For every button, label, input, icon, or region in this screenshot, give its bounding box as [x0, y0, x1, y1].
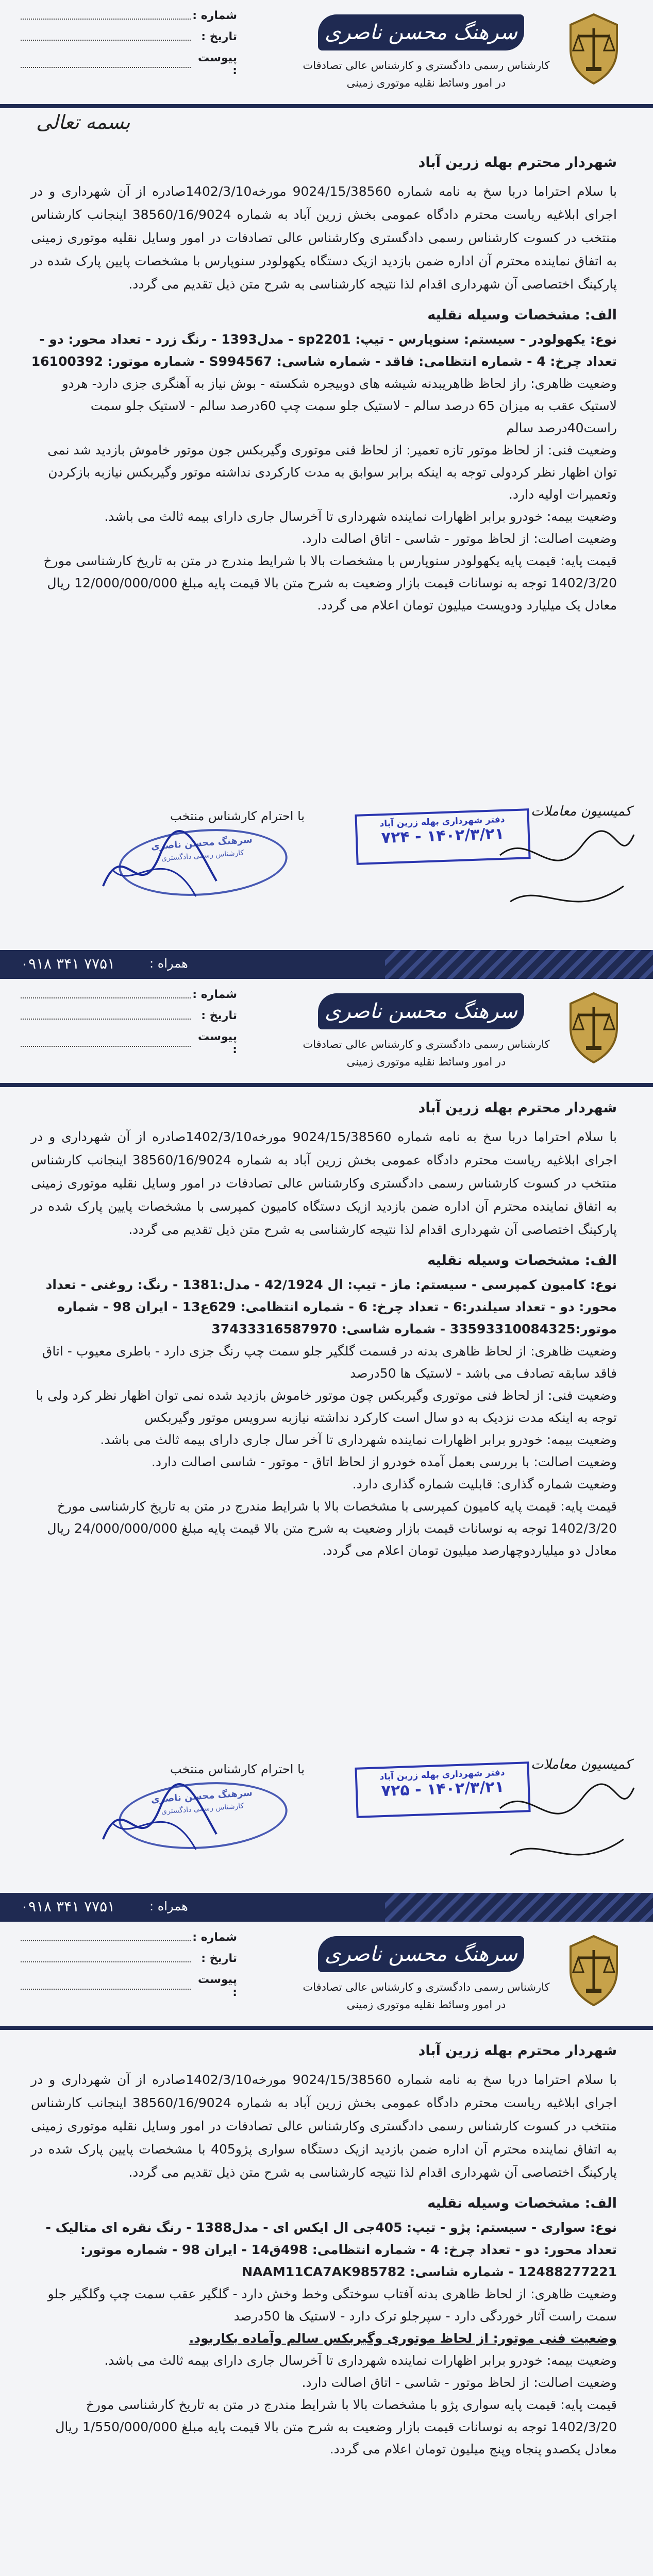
scales-of-justice-logo-icon: [555, 1932, 632, 2009]
brand-block: [272, 984, 632, 1082]
section-title: الف: مشخصات وسیله نقلیه: [427, 1252, 617, 1268]
brand-block: [272, 5, 632, 103]
brand-name: سرهنگ محسن ناصری: [318, 14, 524, 50]
letter-body: [31, 2043, 617, 2460]
insurance-condition: وضعیت بیمه: خودرو برابر اظهارات نماینده شهرداری تا آخرسال جاری دارای بیمه ثالث می باشد.: [104, 2353, 617, 2368]
letter-page-2: [0, 979, 653, 1922]
number-label: شماره :: [192, 988, 237, 1001]
brand-subtitle: کارشناس رسمی دادگستری و کارشناس عالی تصادفات در امور وسائط نقلیه موتوری زمینی: [303, 1981, 550, 2011]
valuation: قیمت پایه: قیمت پایه کامیون کمپرسی با مشخصات بالا با شرایط مندرج در متن به تاریخ کارشناسی مورخ 1402/3/20 توجه به نوسانات قیمت بازار وضعیت به شرح متن بالا قیمت پایه مبلغ 24/000/000/000 ریال معادل دو میلیاردوچهارصد میلیون تومان اعلام می گردد.: [47, 1499, 617, 1558]
number-label: شماره :: [192, 9, 237, 22]
valuation: قیمت پایه: قیمت پایه سواری پژو با مشخصات بالا با شرایط مندرج در متن به تاریخ کارشناسی مورخ 1402/3/20 توجه به نوسانات قیمت بازار وضعیت به شرح متن بالا قیمت پایه مبلغ 1/550/000/000 ریال معادل یکصدو پنجاه وپنج میلیون تومان اعلام می گردد.: [55, 2397, 617, 2456]
brand-name: سرهنگ محسن ناصری: [318, 993, 524, 1029]
letter-page-1: [0, 0, 653, 979]
attachment-label: پیوست :: [198, 1973, 237, 1999]
addressee: شهردار محترم بهله زرین آباد: [418, 1100, 617, 1116]
authenticity-condition: وضعیت اصالت: با بررسی بعمل آمده خودرو از لحاظ اتاق - موتور - شاسی اصالت دارد.: [151, 1454, 617, 1469]
section-title: الف: مشخصات وسیله نقلیه: [427, 307, 617, 323]
vehicle-specs: نوع: یکهولودر - سیستم: سنوپارس - تیپ: sp2201 - مدل1393 - رنگ زرد - تعداد محور: دو - تعداد چرخ: 4 - شماره انتظامی: فاقد - شماره شاسی: S994567 - شماره موتور: 16100392: [31, 332, 617, 369]
authenticity-condition: وضعیت اصالت: از لحاظ موتور - شاسی - اتاق اصالت دارد.: [302, 2375, 617, 2390]
technical-condition: وضعیت فنی: از لحاظ فنی موتوری وگیربکس چون موتور خاموش بازدید شده نمی توان اظهار نظر کرد ولی با توجه به اینکه مدت نزدیک به دو سال است کارکرد نداشته نیازبه سرویس موتور وگیربکس: [36, 1388, 617, 1425]
letterhead: [0, 0, 653, 108]
visual-condition: وضعیت ظاهری: از لحاظ ظاهری بدنه در قسمت گلگیر جلو سمت چپ رنگ جزی دارد - باطری معیوب - اتاق فاقد سابقه تصادف می باشد - لاستیک ها 50درصد: [42, 1344, 617, 1381]
regards-line: با احترام کارشناس منتخب: [170, 1762, 305, 1776]
municipality-receipt-stamp: دفتر شهرداری بهله زرین آباد ۱۴۰۲/۳/۲۱ - ۷۲۵: [355, 1761, 530, 1818]
letter-footer: [0, 1893, 653, 1922]
reference-fields: [21, 1931, 237, 2007]
letter-body: [31, 155, 617, 616]
footer-phone-label: همراه :: [149, 1899, 188, 1913]
expert-stamp: سرهنگ محسن ناصری کارشناس رسمی دادگستری: [116, 824, 290, 902]
bismillah-heading: بسمه تعالی: [36, 111, 130, 133]
letterhead: [0, 1922, 653, 2030]
insurance-condition: وضعیت بیمه: خودرو برابر اظهارات نماینده شهرداری تا آخرسال جاری دارای بیمه ثالث می باشد.: [104, 509, 617, 524]
technical-condition: وضعیت فنی موتور: از لحاظ موتوری وگیربکس سالم وآماده بکاربود.: [189, 2331, 617, 2346]
municipality-receipt-stamp: دفتر شهرداری بهله زرین آباد ۱۴۰۲/۳/۲۱ - ۷۲۴: [355, 808, 530, 865]
brand-subtitle: کارشناس رسمی دادگستری و کارشناس عالی تصادفات در امور وسائط نقلیه موتوری زمینی: [303, 1038, 550, 1068]
brand-block: [272, 1927, 632, 2025]
attachment-label: پیوست :: [198, 52, 237, 77]
visual-condition: وضعیت ظاهری: از لحاظ ظاهری بدنه آفتاب سوختگی وخط وخش دارد - گلگیر عقب سمت چپ وگلگیر جلو سمت راست آثار خوردگی دارد - سپرجلو ترک دارد - لاستیک ها 50درصد: [47, 2286, 617, 2324]
handwritten-note: کمیسیون معاملات: [531, 804, 632, 819]
addressee: شهردار محترم بهله زرین آباد: [418, 155, 617, 171]
brand-subtitle: کارشناس رسمی دادگستری و کارشناس عالی تصادفات در امور وسائط نقلیه موتوری زمینی: [303, 59, 550, 89]
visual-condition: وضعیت ظاهری: راز لحاظ ظاهریبدنه شیشه های دوبیجره شکسته - بوش نیاز به آهنگری جزی دارد- هردو لاستیک عقب به میزان 65 درصد سالم - لاستیک جلو سمت چپ 60درصد سالم - لاستیک جلو سمت راست40درصد سالم: [62, 376, 617, 435]
technical-condition: وضعیت فنی: از لحاظ موتور تازه تعمیر: از لحاظ فنی موتوری وگیربکس جون موتور خاموش بازدید شد نمی توان اظهار نظر کردولی توجه به اینکه برابر سوابق به مدت کارکردی نداشته موتور وگیربکس نیازبه بازکردن وتعمیرات اولیه دارد.: [47, 443, 617, 502]
date-label: تاریخ :: [201, 1952, 237, 1965]
letter-body: [31, 1100, 617, 1562]
valuation: قیمت پایه: قیمت پایه یکهولودر سنوپارس با مشخصات بالا با شرایط مندرج در متن به تاریخ کارشناسی مورخ 1402/3/20 توجه به نوسانات قیمت بازار وضعیت به شرح متن بالا قیمت پایه مبلغ 12/000/000/000 ریال معادل یک میلیارد ودویست میلیون تومان اعلام می گردد.: [43, 553, 617, 613]
footer-phone: ۰۹۱۸ ۳۴۱ ۷۷۵۱: [21, 955, 115, 972]
handwritten-note: کمیسیون معاملات: [531, 1757, 632, 1772]
brand-name: سرهنگ محسن ناصری: [318, 1936, 524, 1972]
intro-paragraph: با سلام احتراما دربا سخ به نامه شماره 9024/15/38560 مورخه1402/3/10صادره از آن شهرداری و در اجرای ابلاغیه ریاست محترم دادگاه عمومی بخش زرین آباد به شماره 38560/16/9024 اینجانب کارشناس منتخب در کسوت کارشناس رسمی دادگستری وکارشناس عالی تصادفات در امور وسایل نقلیه موتوری زمینی به اتفاق نماینده محترم آن اداره ضمن بازدید ازیک دستگاه یکهولودر سنوپارس با مشخصات پایین پارک شده در پارکینگ اختصاصی آن شهرداری اقدام لذا نتیجه کارشناسی به شرح متن ذیل تقدیم می گردد.: [31, 184, 617, 292]
reference-fields: [21, 988, 237, 1064]
date-label: تاریخ :: [201, 1009, 237, 1022]
insurance-condition: وضعیت بیمه: خودرو برابر اظهارات نماینده شهرداری تا آخر سال جاری دارای بیمه ثالث می باشد.: [100, 1432, 617, 1447]
scales-of-justice-logo-icon: [555, 989, 632, 1066]
vehicle-specs: نوع: کامیون کمپرسی - سیستم: ماز - تیپ: ال 42/1924 - مدل:1381 - رنگ: روغنی - تعداد محور: دو - تعداد سیلندر:6 - تعداد چرخ: 6 - شماره انتظامی: 629ع13 - ایران 98 - شماره موتور:33593310084325 - شماره شاسی: 37433316587970: [45, 1277, 617, 1336]
scales-of-justice-logo-icon: [555, 10, 632, 88]
letter-footer: [0, 950, 653, 979]
footer-phone: ۰۹۱۸ ۳۴۱ ۷۷۵۱: [21, 1898, 115, 1915]
intro-paragraph: با سلام احتراما دربا سخ به نامه شماره 9024/15/38560 مورخه1402/3/10صادره از آن شهرداری و در اجرای ابلاغیه ریاست محترم دادگاه عمومی بخش زرین آباد به شماره 38560/16/9024 اینجانب کارشناس منتخب در کسوت کارشناس رسمی دادگستری وکارشناس عالی تصادفات در امور وسایل نقلیه موتوری زمینی به اتفاق نماینده محترم آن اداره ضمن بازدید ازیک دستگاه کامیون کمپرسی با مشخصات پایین پارک شده در پارکینگ اختصاصی آن شهرداری اقدام لذا نتیجه کارشناسی به شرح متن ذیل تقدیم می گردد.: [31, 1129, 617, 1237]
vehicle-specs: نوع: سواری - سیستم: پژو - تیپ: 405جی ال ایکس ای - مدل1388 - رنگ نقره ای متالیک - تعداد محور: دو - تعداد چرخ: 4 - شماره انتظامی: 498ق14 - ایران 98 - شماره موتور: 12488277221 - شماره شاسی: NAAM11CA7AK985782: [45, 2220, 617, 2279]
regards-line: با احترام کارشناس منتخب: [170, 809, 305, 823]
footer-phone-label: همراه :: [149, 956, 188, 971]
letter-page-3: [0, 1922, 653, 2576]
letterhead: [0, 979, 653, 1087]
addressee: شهردار محترم بهله زرین آباد: [418, 2043, 617, 2059]
reference-fields: [21, 9, 237, 86]
expert-stamp: سرهنگ محسن ناصری کارشناس رسمی دادگستری: [116, 1777, 290, 1855]
number-label: شماره :: [192, 1931, 237, 1944]
section-title: الف: مشخصات وسیله نقلیه: [427, 2195, 617, 2211]
authenticity-condition: وضعیت اصالت: از لحاظ موتور - شاسی - اتاق اصالت دارد.: [302, 531, 617, 546]
plate-condition: وضعیت شماره گذاری: قابلیت شماره گذاری دارد.: [352, 1477, 617, 1492]
date-label: تاریخ :: [201, 30, 237, 43]
attachment-label: پیوست :: [198, 1030, 237, 1056]
intro-paragraph: با سلام احتراما دربا سخ به نامه شماره 9024/15/38560 مورخه1402/3/10صادره از آن شهرداری و در اجرای ابلاغیه ریاست محترم دادگاه عمومی بخش زرین آباد به شماره 38560/16/9024 اینجانب کارشناس منتخب در کسوت کارشناس رسمی دادگستری وکارشناس عالی تصادفات در امور وسایل نقلیه موتوری زمینی به اتفاق نماینده محترم آن اداره ضمن بازدید ازیک دستگاه سواری پژو405 با مشخصات پایین پارک شده در پارکینگ اختصاصی آن شهرداری اقدام لذا نتیجه کارشناسی به شرح متن ذیل تقدیم می گردد.: [31, 2072, 617, 2180]
